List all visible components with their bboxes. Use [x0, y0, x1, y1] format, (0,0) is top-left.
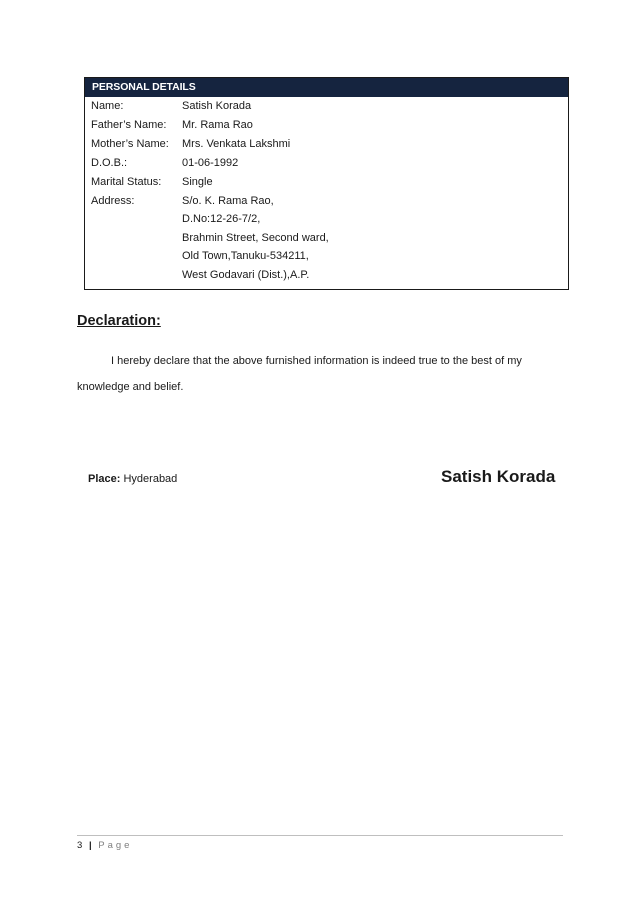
signature-name: Satish Korada [441, 467, 556, 486]
declaration-heading: Declaration: [77, 313, 161, 329]
detail-label: Marital Status: [91, 176, 162, 188]
page-footer [77, 840, 132, 851]
detail-value: 01-06-1992 [182, 157, 239, 169]
address-line: West Godavari (Dist.),A.P. [182, 268, 310, 281]
detail-label: Mother’s Name: [91, 138, 169, 150]
footer-separator: | [88, 840, 92, 851]
address-line: D.No:12-26-7/2, [182, 213, 261, 226]
address-value [182, 195, 329, 287]
address-line: S/o. K. Rama Rao, [182, 195, 274, 207]
page-word: Page [98, 840, 133, 851]
detail-value: Single [182, 176, 213, 188]
detail-label: Name: [91, 100, 124, 112]
detail-label: Address: [91, 195, 135, 207]
personal-details-heading: PERSONAL DETAILS [85, 78, 568, 97]
address-line: Brahmin Street, Second ward, [182, 231, 329, 244]
detail-value: Mrs. Venkata Lakshmi [182, 138, 291, 150]
place-value: Hyderabad [123, 473, 178, 485]
detail-label: Father’s Name: [91, 119, 167, 131]
detail-value: Mr. Rama Rao [182, 119, 253, 131]
detail-label: D.O.B.: [91, 157, 128, 169]
detail-value: Satish Korada [182, 100, 252, 112]
place-line [88, 473, 177, 485]
personal-details-section [84, 77, 569, 290]
place-label: Place: [88, 473, 121, 485]
address-line: Old Town,Tanuku-534211, [182, 250, 309, 263]
footer-divider [77, 835, 563, 836]
declaration-text: I hereby declare that the above furnished information is indeed true to the best of my knowledge and belief. [77, 355, 522, 393]
page-number: 3 [77, 840, 83, 851]
